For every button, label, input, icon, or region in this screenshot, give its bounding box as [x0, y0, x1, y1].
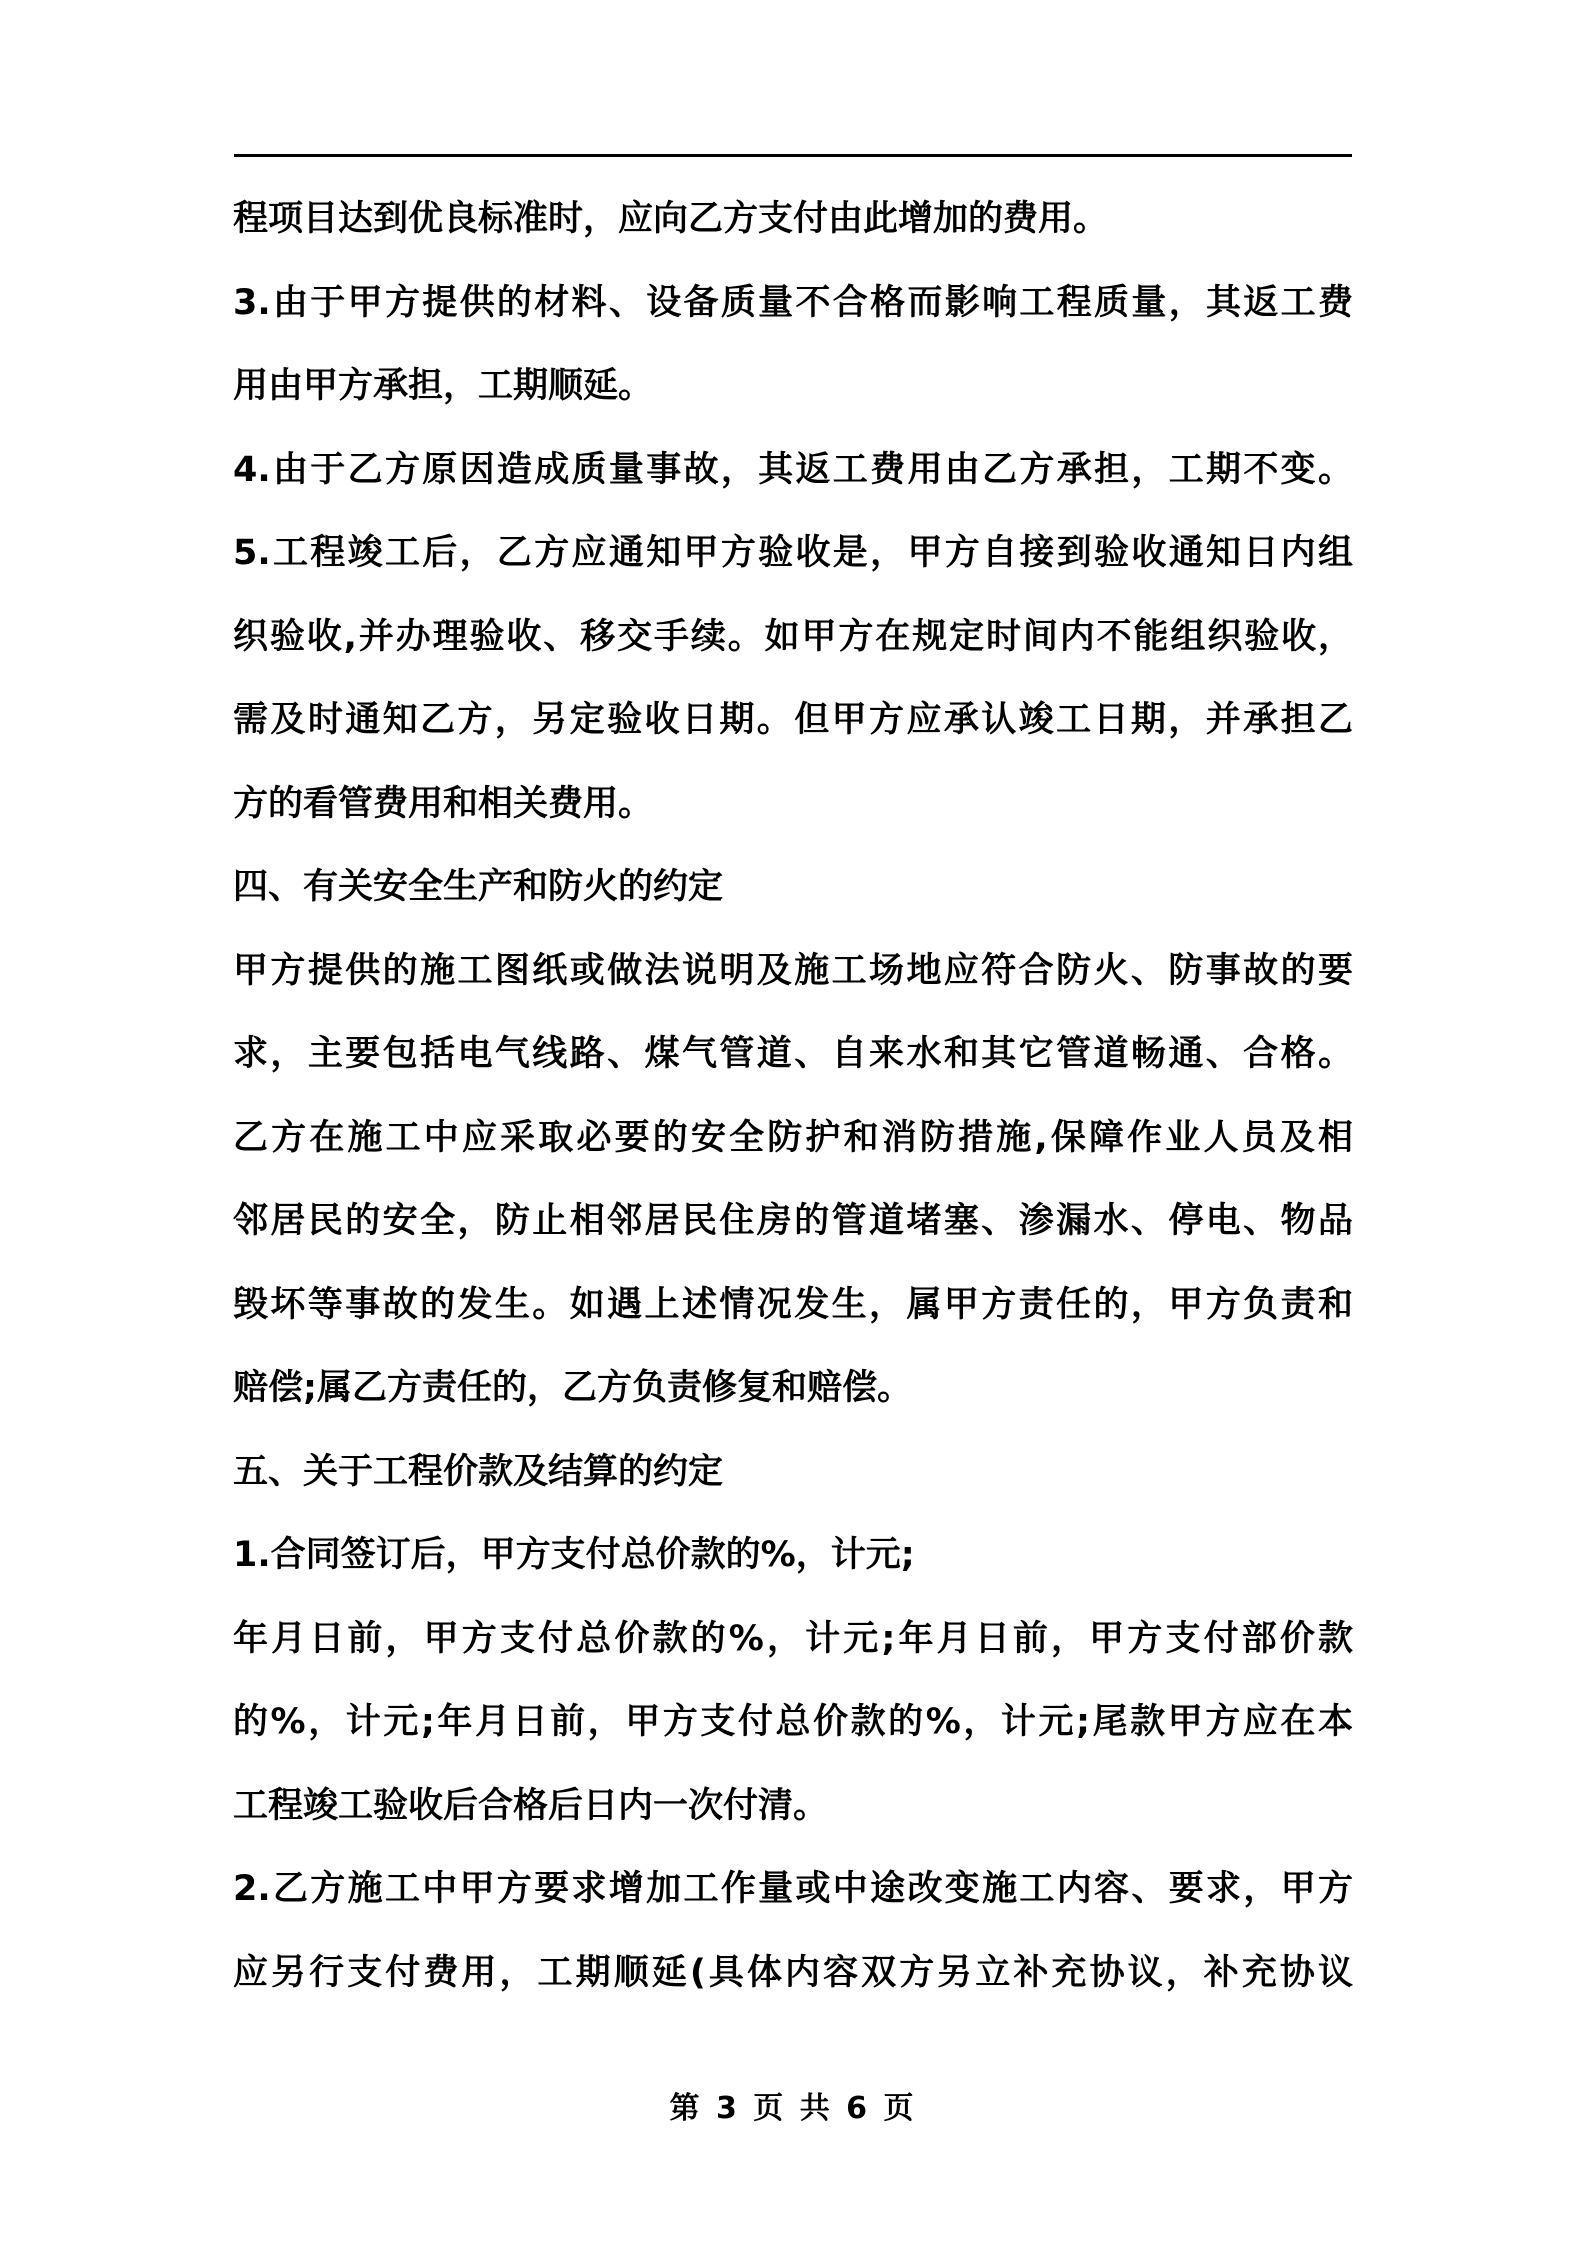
header-rule — [234, 154, 1352, 157]
document-line: 1.合同签订后，甲方支付总价款的%，计元; — [233, 1535, 915, 1575]
document-line: 年月日前，甲方支付总价款的%，计元;年月日前，甲方支付部价款 — [233, 1618, 1353, 1659]
page-footer — [0, 2083, 1586, 2127]
document-line: 毁坏等事故的发生。如遇上述情况发生，属甲方责任的，甲方负责和 — [233, 1284, 1353, 1325]
document-line: 需及时通知乙方，另定验收日期。但甲方应承认竣工日期，并承担乙 — [233, 700, 1353, 740]
document-line: 4.由于乙方原因造成质量事故，其返工费用由乙方承担，工期不变。 — [233, 449, 1353, 490]
document-line: 2.乙方施工中甲方要求增加工作量或中途改变施工内容、要求，甲方 — [233, 1869, 1353, 1909]
document-line: 方的看管费用和相关费用。 — [233, 783, 654, 824]
document-line: 赔偿;属乙方责任的，乙方负责修复和赔偿。 — [233, 1368, 912, 1408]
document-line: 邻居民的安全，防止相邻居民住房的管道堵塞、渗漏水、停电、物品 — [233, 1201, 1353, 1241]
page-number-label: 第 3 页 共 6 页 — [669, 2091, 917, 2126]
document-line: 乙方在施工中应采取必要的安全防护和消防措施,保障作业人员及相 — [233, 1117, 1353, 1158]
document-line: 求，主要包括电气线路、煤气管道、自来水和其它管道畅通、合格。 — [233, 1034, 1353, 1074]
document-section-heading: 四、有关安全生产和防火的约定 — [233, 867, 724, 907]
document-line: 5.工程竣工后，乙方应通知甲方验收是，甲方自接到验收通知日内组 — [233, 533, 1353, 573]
document-line: 织验收,并办理验收、移交手续。如甲方在规定时间内不能组织验收， — [233, 616, 1353, 657]
document-line: 甲方提供的施工图纸或做法说明及施工场地应符合防火、防事故的要 — [233, 950, 1353, 991]
document-line: 程项目达到优良标准时，应向乙方支付由此增加的费用。 — [233, 199, 1109, 239]
document-line: 的%，计元;年月日前，甲方支付总价款的%，计元;尾款甲方应在本 — [233, 1702, 1353, 1742]
document-line: 工程竣工验收后合格后日内一次付清。 — [233, 1785, 829, 1826]
document-section-heading: 五、关于工程价款及结算的约定 — [233, 1451, 724, 1492]
document-line: 3.由于甲方提供的材料、设备质量不合格而影响工程质量，其返工费 — [233, 282, 1353, 323]
document-body — [233, 178, 1353, 2015]
document-line: 用由甲方承担，工期顺延。 — [233, 366, 654, 406]
document-line: 应另行支付费用，工期顺延(具体内容双方另立补充协议，补充协议 — [233, 1952, 1353, 1993]
